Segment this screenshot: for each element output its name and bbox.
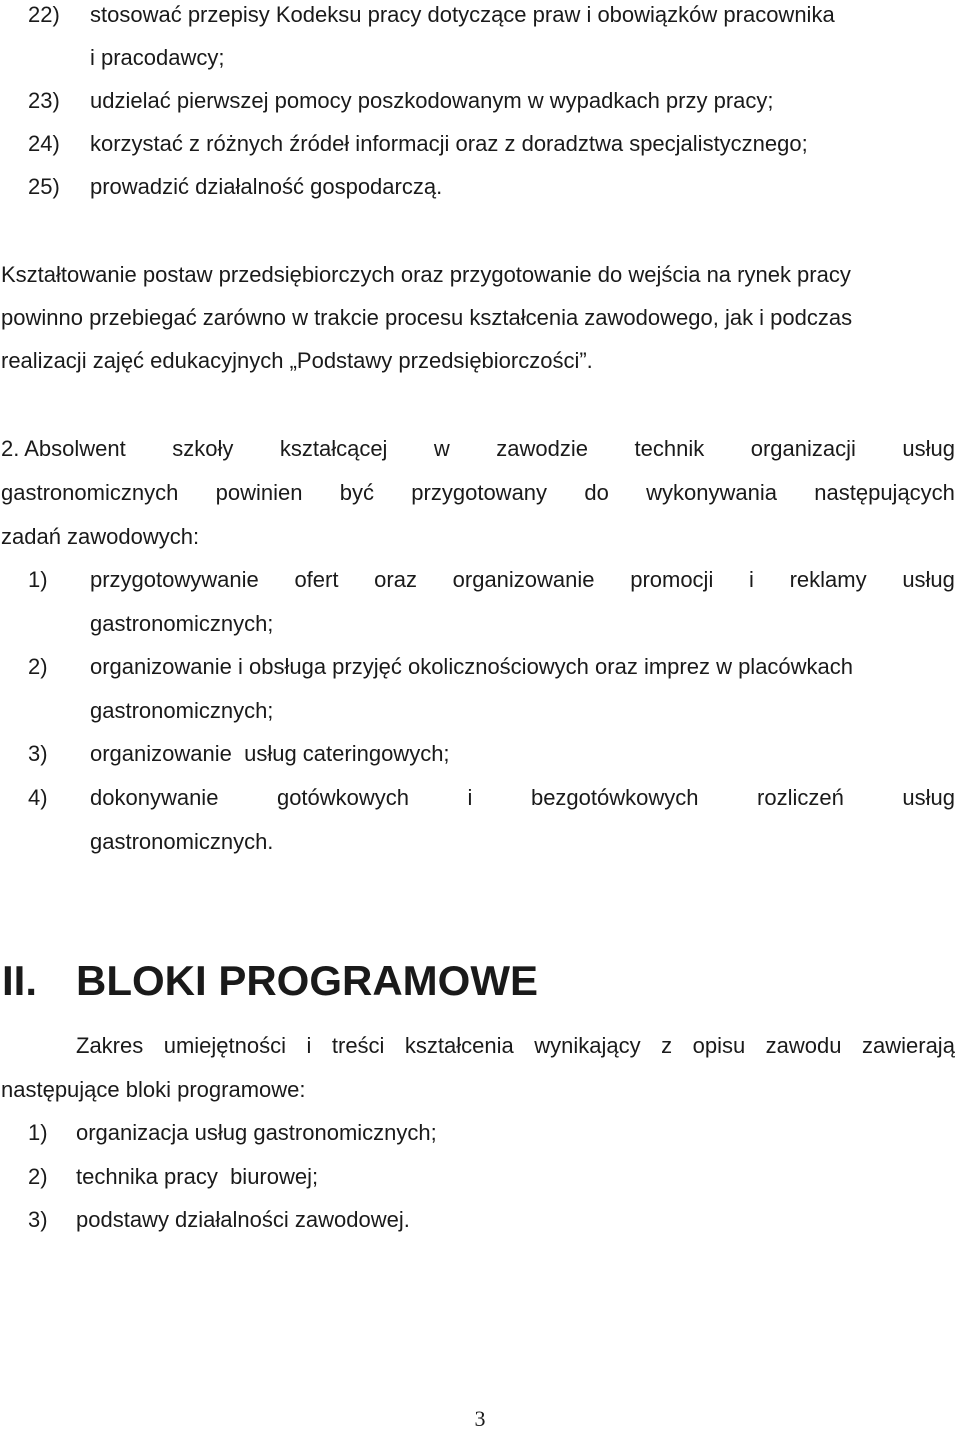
list-item-text: podstawy działalności zawodowej. (76, 1207, 410, 1232)
paragraph-line: Kształtowanie postaw przedsiębiorczych oraz przygotowanie do wejścia na rynek pracy (1, 262, 851, 287)
list-item-text: organizowanie usług cateringowych; (90, 741, 450, 766)
list-item-continuation: gastronomicznych. (90, 829, 274, 854)
paragraph-line: powinno przebiegać zarówno w trakcie procesu kształcenia zawodowego, jak i podczas (1, 305, 853, 330)
section-2-line-3: zadań zawodowych: (1, 524, 200, 549)
list-item-number: 24) (28, 131, 60, 156)
list-item-continuation: gastronomicznych; (90, 611, 274, 636)
list-item-text: prowadzić działalność gospodarczą. (90, 174, 443, 199)
list-item-continuation: gastronomicznych; (90, 698, 274, 723)
list-item-number: 22) (28, 2, 60, 27)
list-item-number: 25) (28, 174, 60, 199)
list-item-text: korzystać z różnych źródeł informacji oraz z doradztwa specjalistycznego; (90, 131, 808, 156)
list-item-number: 3) (28, 1207, 48, 1232)
paragraph-line: Zakres umiejętności i treści kształcenia wynikający z opisu zawodu zawierają (76, 1033, 955, 1058)
list-item-text: technika pracy biurowej; (76, 1164, 319, 1189)
heading-title: BLOKI PROGRAMOWE (76, 957, 538, 1004)
list-item-number: 2) (28, 1164, 48, 1189)
paragraph-line: realizacji zajęć edukacyjnych „Podstawy przedsiębiorczości”. (1, 348, 593, 373)
list-item-text: organizacja usług gastronomicznych; (76, 1120, 437, 1145)
section-2-line-1: 2. Absolwent szkoły kształcącej w zawodzie technik organizacji usług (1, 436, 955, 461)
heading-number: II. (2, 957, 38, 1004)
list-item-number: 1) (28, 1120, 48, 1145)
section-2-line-2: gastronomicznych powinien być przygotowany do wykonywania następujących (1, 480, 955, 505)
list-item-text: organizowanie i obsługa przyjęć okolicznościowych oraz imprez w placówkach (90, 654, 854, 679)
paragraph-line: następujące bloki programowe: (1, 1077, 306, 1102)
list-item-text: udzielać pierwszej pomocy poszkodowanym w wypadkach przy pracy; (90, 88, 774, 113)
document-page: 22) stosować przepisy Kodeksu pracy dotyczące praw i obowiązków pracownika i pracodawcy; 23) udzielać pierwszej pomocy poszkodowanym w wypadkach przy pracy; 24) korzystać z różnych źródeł informacji oraz z doradztwa specjalistycznego; 25) prowadzić działalność gospodarczą. Kształtowanie postaw przedsiębiorczych oraz przygotowanie do wejścia na rynek pracy powinno przebiegać zarówno w trakcie procesu kształcenia zawodowego, jak i podczas realizacji zajęć edukacyjnych „Podstawy przedsiębiorczości”. 2. Absolwent szkoły kształcącej w zawodzie technik organizacji usług gastronomicznych powinien być przygotowany do wykonywania następujących zadań zawodowych: 1) przygotowywanie ofert oraz organizowanie promocji i reklamy usług gastronomicznych; 2) organizowanie i obsługa przyjęć okolicznościowych oraz imprez w placówkach gastronomicznych; 3) organizowanie usług cateringowych; 4) dokonywanie gotówkowych i bezgotówkowych rozliczeń usług gastronomicznych. II. BLOKI PROGRAMOWE Zakres umiejętności i treści kształcenia wynikający z opisu zawodu zawierają następujące bloki programowe: 1) organizacja usług gastronomicznych; 2) technika pracy biurowej; 3) podstawy działalności zawodowej. 3 (0, 0, 960, 1430)
list-item-text: dokonywanie gotówkowych i bezgotówkowych rozliczeń usług (90, 785, 955, 810)
list-item-text: przygotowywanie ofert oraz organizowanie promocji i reklamy usług (90, 567, 955, 592)
list-item-continuation: i pracodawcy; (90, 45, 225, 70)
page-number: 3 (474, 1406, 486, 1431)
list-item-number: 23) (28, 88, 60, 113)
list-item-text: stosować przepisy Kodeksu pracy dotyczące praw i obowiązków pracownika (90, 2, 835, 27)
